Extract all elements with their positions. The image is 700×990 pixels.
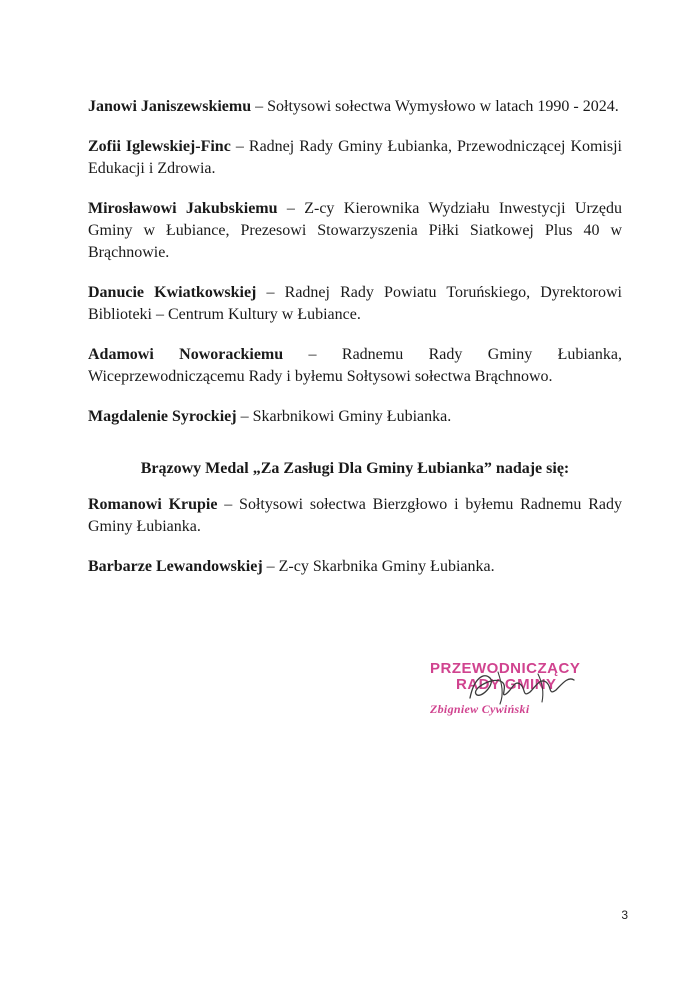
award-list (88, 96, 622, 596)
recipient-name: Zofii Iglewskiej-Finc (88, 138, 231, 155)
recipient-description: – Sołtysowi sołectwa Bierzgłowo i byłemu Radnemu Rady Gminy Łubianka. (88, 496, 623, 535)
handwritten-signature (450, 664, 590, 708)
award-entry (88, 344, 622, 388)
recipient-description: – Z-cy Skarbnika Gminy Łubianka. (262, 558, 495, 575)
award-entry (88, 282, 622, 326)
award-entry (88, 406, 622, 428)
recipient-name: Danucie Kwiatkowskiej (88, 284, 257, 301)
recipient-description: – Sołtysowi sołectwa Wymysłowo w latach 1990 - 2024. (251, 98, 619, 115)
recipient-name: Janowi Janiszewskiemu (88, 98, 252, 115)
award-entry (88, 198, 622, 264)
stamp-signatory-name: Zbigniew Cywiński (430, 702, 530, 716)
recipient-name: Magdalenie Syrockiej (88, 408, 237, 425)
recipient-description: – Radnej Rady Gminy Łubianka, Przewodniczącej Komisji Edukacji i Zdrowia. (88, 138, 623, 177)
award-entry (88, 96, 622, 118)
recipient-description: – Skarbnikowi Gminy Łubianka. (236, 408, 452, 425)
recipient-name: Romanowi Krupie (88, 496, 218, 513)
official-stamp (430, 660, 610, 730)
stamp-subtitle: RADY GMINY (456, 676, 557, 693)
award-entry (88, 494, 622, 538)
recipient-name: Mirosławowi Jakubskiemu (88, 200, 278, 217)
page-number: 3 (621, 908, 628, 922)
recipient-name: Adamowi Noworackiemu (88, 346, 284, 363)
section-heading: Brązowy Medal „Za Zasługi Dla Gminy Łubianka” nadaje się: (140, 460, 570, 477)
recipient-description: – Z-cy Kierownika Wydziału Inwestycji Urzędu Gminy w Łubiance, Prezesowi Stowarzyszenia Piłki Siatkowej Plus 40 w Brąchnowie. (88, 200, 622, 261)
recipient-description: – Radnej Rady Powiatu Toruńskiego, Dyrektorowi Biblioteki – Centrum Kultury w Łubiance. (88, 284, 622, 323)
recipient-name: Barbarze Lewandowskiej (88, 558, 263, 575)
award-entry (88, 136, 622, 180)
stamp-title: PRZEWODNICZĄCY (430, 660, 581, 677)
recipient-description: – Radnemu Rady Gminy Łubianka, Wiceprzewodniczącemu Rady i byłemu Sołtysowi sołectwa Brąchnowo. (88, 346, 623, 385)
award-entry (88, 556, 622, 578)
